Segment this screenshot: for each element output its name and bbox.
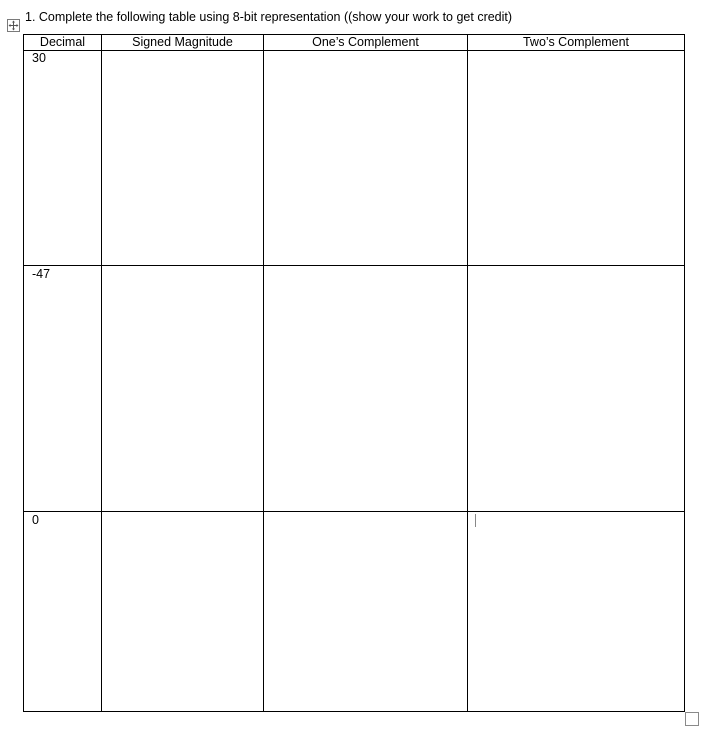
decimal-cell[interactable]: 30 — [24, 51, 102, 266]
table-resize-icon[interactable] — [685, 712, 699, 726]
decimal-cell[interactable]: -47 — [24, 266, 102, 512]
table-header-row — [24, 35, 685, 51]
question-text: 1. Complete the following table using 8-bit representation ((show your work to get credit) — [25, 10, 513, 24]
twos-complement-cell[interactable] — [468, 512, 685, 712]
answer-table — [23, 34, 685, 712]
signed-magnitude-cell[interactable] — [102, 266, 264, 512]
header-ones-complement: One’s Complement — [264, 35, 468, 51]
table-move-icon[interactable] — [7, 19, 20, 32]
text-cursor — [475, 514, 476, 527]
header-decimal: Decimal — [24, 35, 102, 51]
table-row — [24, 512, 685, 712]
ones-complement-cell[interactable] — [264, 512, 468, 712]
signed-magnitude-cell[interactable] — [102, 51, 264, 266]
twos-complement-cell[interactable] — [468, 266, 685, 512]
twos-complement-cell[interactable] — [468, 51, 685, 266]
header-twos-complement: Two’s Complement — [468, 35, 685, 51]
ones-complement-cell[interactable] — [264, 266, 468, 512]
table-row — [24, 266, 685, 512]
ones-complement-cell[interactable] — [264, 51, 468, 266]
table-row — [24, 51, 685, 266]
decimal-cell[interactable]: 0 — [24, 512, 102, 712]
signed-magnitude-cell[interactable] — [102, 512, 264, 712]
header-signed-magnitude: Signed Magnitude — [102, 35, 264, 51]
